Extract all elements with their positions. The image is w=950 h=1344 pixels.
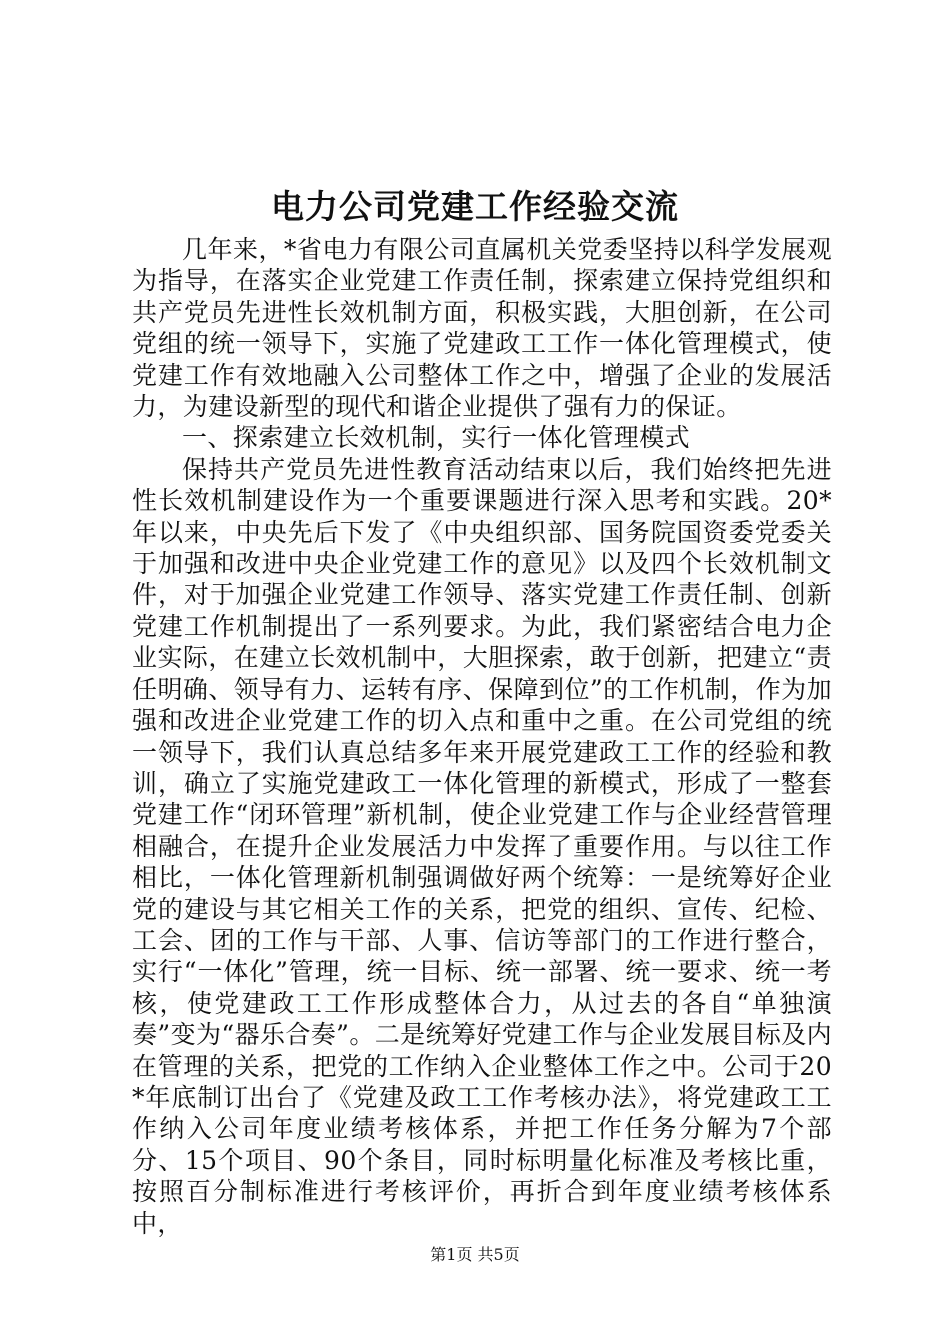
section-heading: 一、探索建立长效机制，实行一体化管理模式: [182, 423, 691, 453]
page-footer: 第1页 共5页: [430, 1245, 520, 1264]
body-paragraph: 保持共产党员先进性教育活动结束以后，我们始终把先进性长效机制建设作为一个重要课题进行深入思考和实践。20*年以来，中央先后下发了《中央组织部、国务院国资委党委关于加强和改进中央企业党建工作的意见》以及四个长效机制文件，对于加强企业党建工作领导、落实党建工作责任制、创新党建工作机制提出了一系列要求。为此，我们紧密结合电力企业实际，在建立长效机制中，大胆探索，敢于创新，把建立“责任明确、领导有力、运转有序、保障到位”的工作机制，作为加强和改进企业党建工作的切入点和重中之重。在公司党组的统一领导下，我们认真总结多年来开展党建政工工作的经验和教训，确立了实施党建政工一体化管理的新模式，形成了一整套党建工作“闭环管理”新机制，使企业党建工作与企业经营管理相融合，在提升企业发展活力中发挥了重要作用。与以往工作相比，一体化管理新机制强调做好两个统筹：一是统筹好企业党的建设与其它相关工作的关系，把党的组织、宣传、纪检、工会、团的工作与干部、人事、信访等部门的工作进行整合，实行“一体化”管理，统一目标、统一部署、统一要求、统一考核，使党建政工工作形成整体合力，从过去的各自“单独演奏”变为“器乐合奏”。二是统筹好党建工作与企业发展目标及内在管理的关系，把党的工作纳入企业整体工作之中。公司于20*年底制订出台了《党建及政工工作考核办法》，将党建政工工作纳入公司年度业绩考核体系，并把工作任务分解为7个部分、15个项目、90个条目，同时标明量化标准及考核比重，按照百分制标准进行考核评价，再折合到年度业绩考核体系中，: [132, 454, 832, 1238]
intro-paragraph: 几年来，*省电力有限公司直属机关党委坚持以科学发展观为指导，在落实企业党建工作责任制，探索建立保持党组织和共产党员先进性长效机制方面，积极实践，大胆创新，在公司党组的统一领导下，实施了党建政工工作一体化管理模式，使党建工作有效地融入公司整体工作之中，增强了企业的发展活力，为建设新型的现代和谐企业提供了强有力的保证。: [132, 235, 832, 422]
document-body: [132, 234, 832, 1239]
document-title: 电力公司党建工作经验交流: [271, 187, 679, 226]
